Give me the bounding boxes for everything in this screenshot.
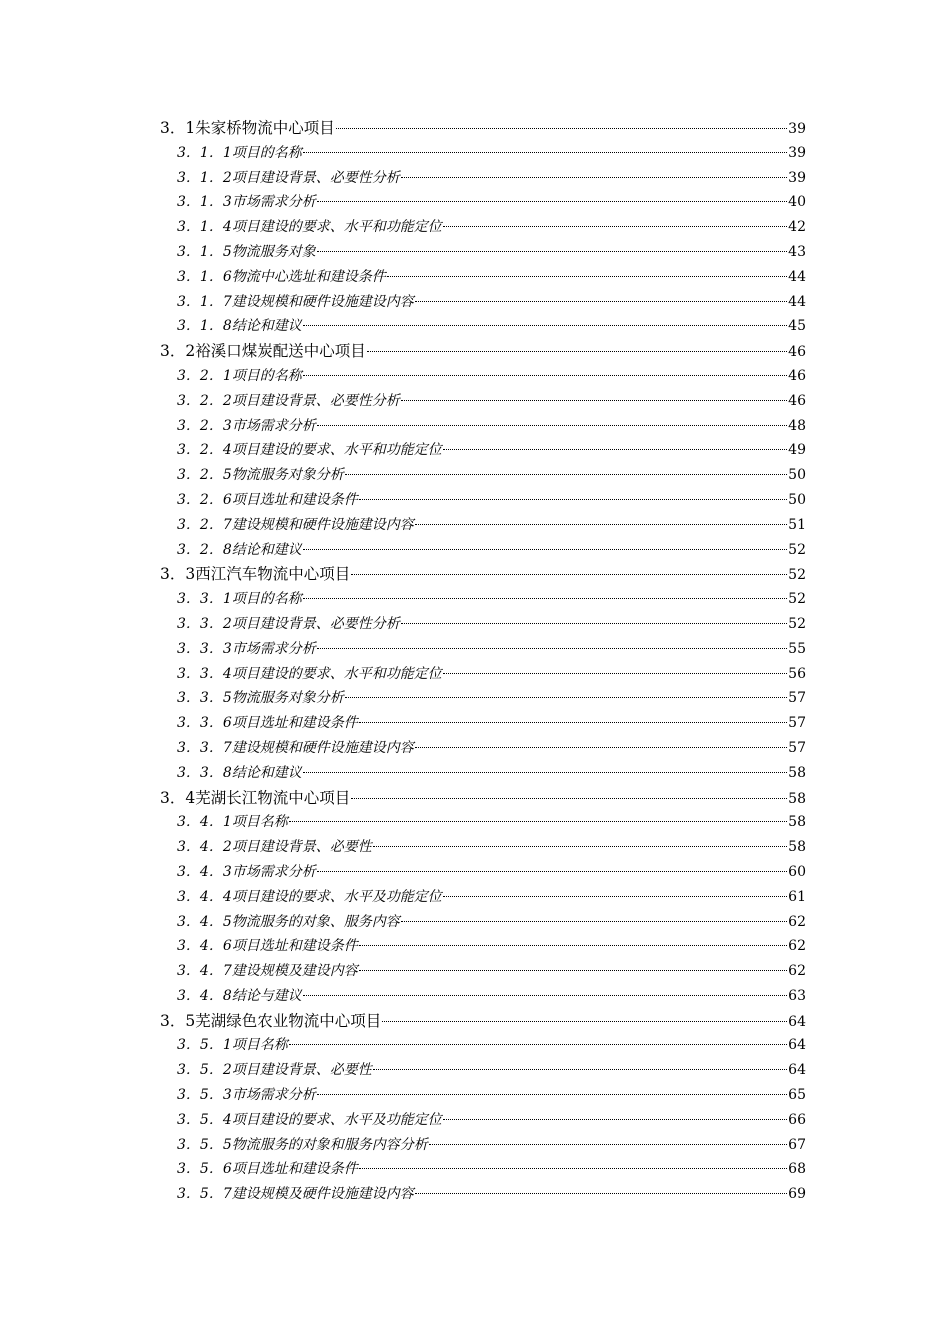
toc-subsection-entry[interactable]: [160, 934, 806, 959]
toc-entry-title: 3．4．5物流服务的对象、服务内容: [177, 913, 400, 930]
toc-subsection-entry[interactable]: [160, 190, 806, 215]
toc-page-number: 52: [788, 615, 806, 632]
toc-entry-title: 3．3．2项目建设背景、必要性分析: [177, 615, 400, 632]
toc-subsection-entry[interactable]: [160, 513, 806, 538]
toc-dot-leader: [401, 400, 787, 401]
toc-page-number: 65: [788, 1087, 806, 1104]
toc-page-number: 67: [788, 1136, 806, 1153]
toc-subsection-entry[interactable]: [160, 1108, 806, 1133]
toc-dot-leader: [443, 1119, 787, 1120]
toc-page-number: 64: [788, 1037, 806, 1054]
toc-dot-leader: [303, 375, 787, 376]
toc-page-number: 46: [788, 392, 806, 409]
toc-entry-title: 3．3．8结论和建议: [177, 764, 302, 781]
toc-dot-leader: [359, 722, 787, 723]
toc-dot-leader: [336, 128, 787, 129]
toc-entry-title: 3．3．3市场需求分析: [177, 640, 316, 657]
toc-entry-title: 3．2．6项目选址和建设条件: [177, 491, 358, 508]
toc-dot-leader: [373, 1069, 787, 1070]
toc-dot-leader: [359, 945, 787, 946]
toc-subsection-entry[interactable]: [160, 1157, 806, 1182]
toc-page-number: 63: [788, 987, 806, 1004]
toc-page-number: 48: [788, 417, 806, 434]
toc-dot-leader: [373, 846, 787, 847]
toc-page-number: 64: [788, 1013, 806, 1030]
toc-entry-title: 3．2．3市场需求分析: [177, 417, 316, 434]
toc-subsection-entry[interactable]: [160, 166, 806, 191]
toc-entry-title: 3．3．7建设规模和硬件设施建设内容: [177, 739, 414, 756]
toc-dot-leader: [415, 524, 787, 525]
toc-subsection-entry[interactable]: [160, 290, 806, 315]
toc-entry-title: 3．2．7建设规模和硬件设施建设内容: [177, 516, 414, 533]
toc-subsection-entry[interactable]: [160, 438, 806, 463]
toc-entry-title: 3．2．4项目建设的要求、水平和功能定位: [177, 442, 442, 459]
toc-subsection-entry[interactable]: [160, 1182, 806, 1207]
toc-page-number: 64: [788, 1062, 806, 1079]
toc-page-number: 44: [788, 268, 806, 285]
toc-dot-leader: [317, 425, 787, 426]
toc-entry-title: 3．1．3市场需求分析: [177, 194, 316, 211]
toc-section-entry[interactable]: [160, 786, 806, 811]
toc-subsection-entry[interactable]: [160, 265, 806, 290]
toc-entry-title: 3．1．4项目建设的要求、水平和功能定位: [177, 219, 442, 236]
toc-subsection-entry[interactable]: [160, 1058, 806, 1083]
toc-page-number: 51: [788, 516, 806, 533]
toc-section-entry[interactable]: [160, 1009, 806, 1034]
toc-dot-leader: [387, 276, 787, 277]
toc-subsection-entry[interactable]: [160, 488, 806, 513]
toc-section-entry[interactable]: [160, 562, 806, 587]
toc-page-number: 62: [788, 963, 806, 980]
toc-dot-leader: [415, 747, 787, 748]
toc-entry-title: 3．5．2项目建设背景、必要性: [177, 1062, 372, 1079]
toc-page-number: 62: [788, 913, 806, 930]
toc-dot-leader: [303, 598, 787, 599]
toc-dot-leader: [317, 871, 787, 872]
toc-dot-leader: [303, 995, 787, 996]
toc-subsection-entry[interactable]: [160, 686, 806, 711]
toc-entry-title: 3．5．6项目选址和建设条件: [177, 1161, 358, 1178]
toc-page-number: 52: [788, 567, 806, 584]
toc-entry-title: 3．3．6项目选址和建设条件: [177, 715, 358, 732]
toc-subsection-entry[interactable]: [160, 711, 806, 736]
toc-entry-title: 3．2．8结论和建议: [177, 541, 302, 558]
toc-entry-title: 3．4．2项目建设背景、必要性: [177, 839, 372, 856]
toc-page-number: 57: [788, 739, 806, 756]
toc-page-number: 50: [788, 491, 806, 508]
toc-subsection-entry[interactable]: [160, 463, 806, 488]
toc-dot-leader: [367, 351, 787, 352]
toc-page-number: 50: [788, 467, 806, 484]
table-of-contents: [160, 116, 806, 1207]
toc-subsection-entry[interactable]: [160, 885, 806, 910]
toc-entry-title: 3．1．7建设规模和硬件设施建设内容: [177, 293, 414, 310]
toc-subsection-entry[interactable]: [160, 761, 806, 786]
toc-dot-leader: [351, 574, 787, 575]
toc-section-entry[interactable]: [160, 116, 806, 141]
toc-dot-leader: [289, 1044, 787, 1045]
toc-page-number: 58: [788, 764, 806, 781]
toc-entry-title: 3．2．2项目建设背景、必要性分析: [177, 392, 400, 409]
toc-entry-title: 3．4．6项目选址和建设条件: [177, 938, 358, 955]
toc-subsection-entry[interactable]: [160, 736, 806, 761]
toc-dot-leader: [317, 251, 787, 252]
toc-page-number: 58: [788, 814, 806, 831]
toc-dot-leader: [415, 1193, 787, 1194]
toc-subsection-entry[interactable]: [160, 835, 806, 860]
toc-entry-title: 3．3．4项目建设的要求、水平和功能定位: [177, 665, 442, 682]
toc-entry-title: 3．5．4项目建设的要求、水平及功能定位: [177, 1111, 442, 1128]
toc-dot-leader: [303, 152, 787, 153]
toc-dot-leader: [359, 970, 787, 971]
toc-entry-title: 3．4．1项目名称: [177, 814, 288, 831]
toc-page-number: 49: [788, 442, 806, 459]
toc-page-number: 39: [788, 121, 806, 137]
toc-dot-leader: [443, 896, 787, 897]
toc-subsection-entry[interactable]: [160, 910, 806, 935]
toc-page-number: 44: [788, 293, 806, 310]
toc-page-number: 42: [788, 219, 806, 236]
toc-dot-leader: [317, 1094, 787, 1095]
toc-page-number: 46: [788, 367, 806, 384]
toc-entry-title: 3．5．3市场需求分析: [177, 1087, 316, 1104]
toc-entry-title: 3．4．7建设规模及建设内容: [177, 963, 358, 980]
toc-dot-leader: [382, 1021, 787, 1022]
toc-dot-leader: [401, 177, 787, 178]
toc-entry-title: 3．3．5物流服务对象分析: [177, 690, 344, 707]
toc-subsection-entry[interactable]: [160, 215, 806, 240]
toc-subsection-entry[interactable]: [160, 860, 806, 885]
toc-subsection-entry[interactable]: [160, 587, 806, 612]
toc-page-number: 43: [788, 243, 806, 260]
toc-subsection-entry[interactable]: [160, 637, 806, 662]
toc-page-number: 58: [788, 839, 806, 856]
toc-subsection-entry[interactable]: [160, 662, 806, 687]
toc-subsection-entry[interactable]: [160, 389, 806, 414]
toc-subsection-entry[interactable]: [160, 364, 806, 389]
toc-entry-title: 3．4芜湖长江物流中心项目: [160, 788, 351, 807]
toc-page-number: 55: [788, 640, 806, 657]
toc-page-number: 60: [788, 863, 806, 880]
toc-page-number: 39: [788, 169, 806, 186]
toc-page-number: 69: [788, 1186, 806, 1203]
toc-subsection-entry[interactable]: [160, 240, 806, 265]
toc-subsection-entry[interactable]: [160, 314, 806, 339]
toc-dot-leader: [401, 623, 787, 624]
toc-dot-leader: [345, 474, 787, 475]
toc-dot-leader: [359, 1168, 787, 1169]
toc-entry-title: 3．1．5物流服务对象: [177, 243, 316, 260]
toc-entry-title: 3．4．4项目建设的要求、水平及功能定位: [177, 888, 442, 905]
toc-page-number: 68: [788, 1161, 806, 1178]
toc-page-number: 52: [788, 591, 806, 608]
toc-entry-title: 3．2．1项目的名称: [177, 367, 302, 384]
toc-page-number: 56: [788, 665, 806, 682]
toc-entry-title: 3．1．2项目建设背景、必要性分析: [177, 169, 400, 186]
toc-entry-title: 3．5芜湖绿色农业物流中心项目: [160, 1011, 382, 1030]
toc-dot-leader: [359, 499, 787, 500]
toc-page-number: 62: [788, 938, 806, 955]
toc-subsection-entry[interactable]: [160, 141, 806, 166]
toc-entry-title: 3．1．6物流中心选址和建设条件: [177, 268, 386, 285]
toc-page-number: 57: [788, 715, 806, 732]
toc-dot-leader: [429, 1144, 787, 1145]
toc-subsection-entry[interactable]: [160, 612, 806, 637]
toc-entry-title: 3．1．1项目的名称: [177, 144, 302, 161]
toc-page-number: 57: [788, 690, 806, 707]
toc-page-number: 58: [788, 790, 806, 807]
toc-entry-title: 3．1．8结论和建议: [177, 318, 302, 335]
toc-dot-leader: [351, 798, 787, 799]
toc-entry-title: 3．3．1项目的名称: [177, 591, 302, 608]
toc-entry-title: 3．5．7建设规模及硬件设施建设内容: [177, 1186, 414, 1203]
toc-entry-title: 3．2．5物流服务对象分析: [177, 467, 344, 484]
toc-dot-leader: [289, 821, 787, 822]
toc-entry-title: 3．4．3市场需求分析: [177, 863, 316, 880]
toc-dot-leader: [401, 921, 787, 922]
toc-page-number: 52: [788, 541, 806, 558]
toc-page-number: 66: [788, 1111, 806, 1128]
toc-subsection-entry[interactable]: [160, 810, 806, 835]
toc-entry-title: 3．1朱家桥物流中心项目: [160, 119, 335, 137]
toc-entry-title: 3．2裕溪口煤炭配送中心项目: [160, 342, 366, 361]
toc-dot-leader: [443, 226, 787, 227]
toc-page-number: 61: [788, 888, 806, 905]
toc-page-number: 40: [788, 194, 806, 211]
toc-dot-leader: [443, 449, 787, 450]
toc-page-number: 46: [788, 344, 806, 361]
toc-page-number: 45: [788, 318, 806, 335]
toc-dot-leader: [317, 648, 787, 649]
toc-dot-leader: [303, 325, 787, 326]
toc-subsection-entry[interactable]: [160, 959, 806, 984]
toc-entry-title: 3．4．8结论与建议: [177, 987, 302, 1004]
toc-subsection-entry[interactable]: [160, 1033, 806, 1058]
toc-page-number: 39: [788, 144, 806, 161]
toc-entry-title: 3．5．5物流服务的对象和服务内容分析: [177, 1136, 428, 1153]
toc-subsection-entry[interactable]: [160, 1083, 806, 1108]
toc-subsection-entry[interactable]: [160, 538, 806, 563]
toc-dot-leader: [303, 772, 787, 773]
toc-entry-title: 3．3西江汽车物流中心项目: [160, 565, 351, 584]
toc-subsection-entry[interactable]: [160, 1133, 806, 1158]
toc-dot-leader: [345, 697, 787, 698]
toc-subsection-entry[interactable]: [160, 414, 806, 439]
toc-dot-leader: [317, 201, 787, 202]
toc-dot-leader: [443, 673, 787, 674]
toc-dot-leader: [303, 549, 787, 550]
toc-subsection-entry[interactable]: [160, 984, 806, 1009]
toc-section-entry[interactable]: [160, 339, 806, 364]
toc-entry-title: 3．5．1项目名称: [177, 1037, 288, 1054]
toc-dot-leader: [415, 301, 787, 302]
